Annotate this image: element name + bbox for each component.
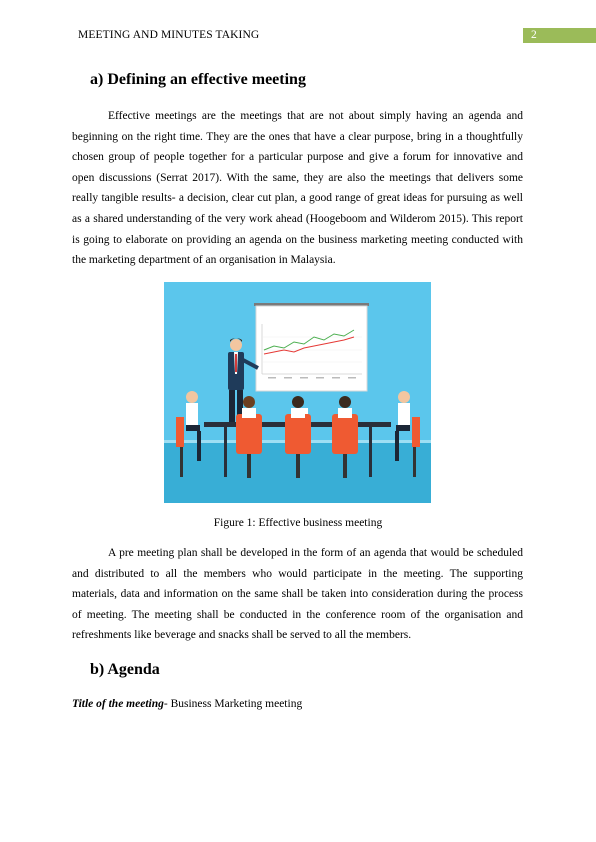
meeting-title-value: - Business Marketing meeting — [163, 698, 303, 710]
meeting-title-label: Title of the meeting — [72, 698, 164, 710]
followup-paragraph: A pre meeting plan shall be developed in the form of an agenda that would be scheduled and distributed to all the members who would participate in the meeting. The supporting materials, data and information on the same shall be taken into consideration during the process of meeting. The meeting shall be conducted in the conference room of the organisation and refreshments like beverage and snacks shall be served to all the members. — [72, 547, 523, 642]
figure-caption: Figure 1: Effective business meeting — [213, 517, 383, 529]
section-a-heading: a) Defining an effective meeting — [90, 71, 306, 88]
page-number-badge — [523, 28, 596, 43]
header-title: MEETING AND MINUTES TAKING — [78, 29, 260, 41]
meeting-illustration-svg — [164, 282, 431, 503]
section-b-heading: b) Agenda — [90, 661, 160, 678]
section-a-paragraph: Effective meetings are the meetings that are not about simply having an agenda and beginning on the right time. They are the ones that have a clear purpose, bring in a thoughtfully chosen group of people together for a particular purpose and give a forum for innovative and open discussions (Serrat 2017). With the same, they are also the meetings that delivers some really tangible results- a decision, clear cut plan, a good range of great ideas for pursuing as well as a shared understanding of the very work ahead (Hoogeboom and Wilderom 2015). This report is going to elaborate on providing an agenda on the business marketing meeting conducted with the marketing department of an organisation in Malaysia. — [72, 110, 523, 267]
meeting-illustration — [164, 282, 431, 503]
page-number: 2 — [531, 29, 537, 41]
whiteboard — [254, 303, 369, 391]
meeting-title-line — [72, 698, 302, 710]
